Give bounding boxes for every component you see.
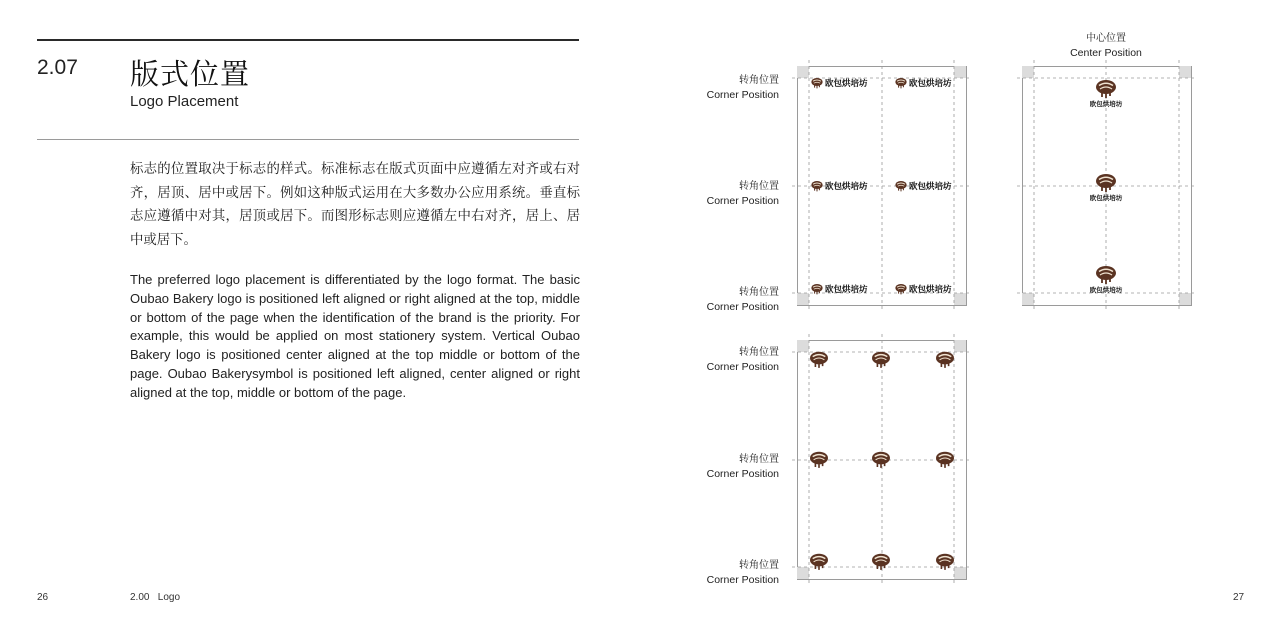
center-label-zh: 中心位置 [1086,33,1126,44]
corner-label-zh: 转角位置 [739,560,779,571]
svg-text:欧包烘培坊: 欧包烘培坊 [1089,100,1123,108]
diagram-center-vertical [1017,60,1197,311]
corner-label-en: Corner Position [706,468,779,480]
corner-label-en: Corner Position [706,195,779,207]
page-number-right: 27 [1233,592,1245,603]
svg-text:欧包烘培坊: 欧包烘培坊 [909,182,952,192]
section-title-en: Logo Placement [130,93,239,110]
corner-label-en: Corner Position [706,301,779,313]
corner-label-zh: 转角位置 [739,287,779,298]
svg-text:欧包烘培坊: 欧包烘培坊 [909,285,952,295]
svg-text:欧包烘培坊: 欧包烘培坊 [825,285,868,295]
diagram-corner-horizontal [792,60,972,311]
corner-label-zh: 转角位置 [739,347,779,358]
section-number: 2.07 [37,56,78,79]
corner-label-en: Corner Position [706,361,779,373]
svg-text:欧包烘培坊: 欧包烘培坊 [825,182,868,192]
corner-label-zh: 转角位置 [739,75,779,86]
corner-label-en: Corner Position [706,574,779,586]
corner-label-zh: 转角位置 [739,181,779,192]
section-title-zh: 版式位置 [130,57,251,91]
body-text-en: The preferred logo placement is differentiated by the logo format. The basic Oubao Bakery logo is positioned left aligned or right aligned at the top, middle or bottom of the page when the identification of the brand is the priority. For example, this would be applied on most stationery system. Vertical Oubao Bakery logo is positioned center aligned at the top middle or bottom of the page. Oubao Bakerysymbol is positioned left aligned, center aligned or right aligned at the top, middle or bottom of the page. [130,272,580,400]
page-number-left: 26 [37,592,49,603]
center-label-en: Center Position [1070,47,1142,59]
svg-text:欧包烘培坊: 欧包烘培坊 [909,79,952,89]
body-text-zh: 标志的位置取决于标志的样式。标准标志在版式页面中应遵循左对齐或右对齐，居顶、居中或居下。例如这种版式运用在大多数办公应用系统。垂直标志应遵循中对其，居顶或居下。而图形标志则应遵循左中右对齐，居上、居中或居下。 [130,162,580,248]
svg-text:欧包烘培坊: 欧包烘培坊 [1089,286,1123,294]
corner-label-zh: 转角位置 [739,454,779,465]
chapter-label: 2.00 Logo [130,592,181,603]
diagram-symbol-grid [792,334,972,585]
svg-text:欧包烘培坊: 欧包烘培坊 [825,79,868,89]
svg-text:欧包烘培坊: 欧包烘培坊 [1089,194,1123,202]
corner-label-en: Corner Position [706,89,779,101]
